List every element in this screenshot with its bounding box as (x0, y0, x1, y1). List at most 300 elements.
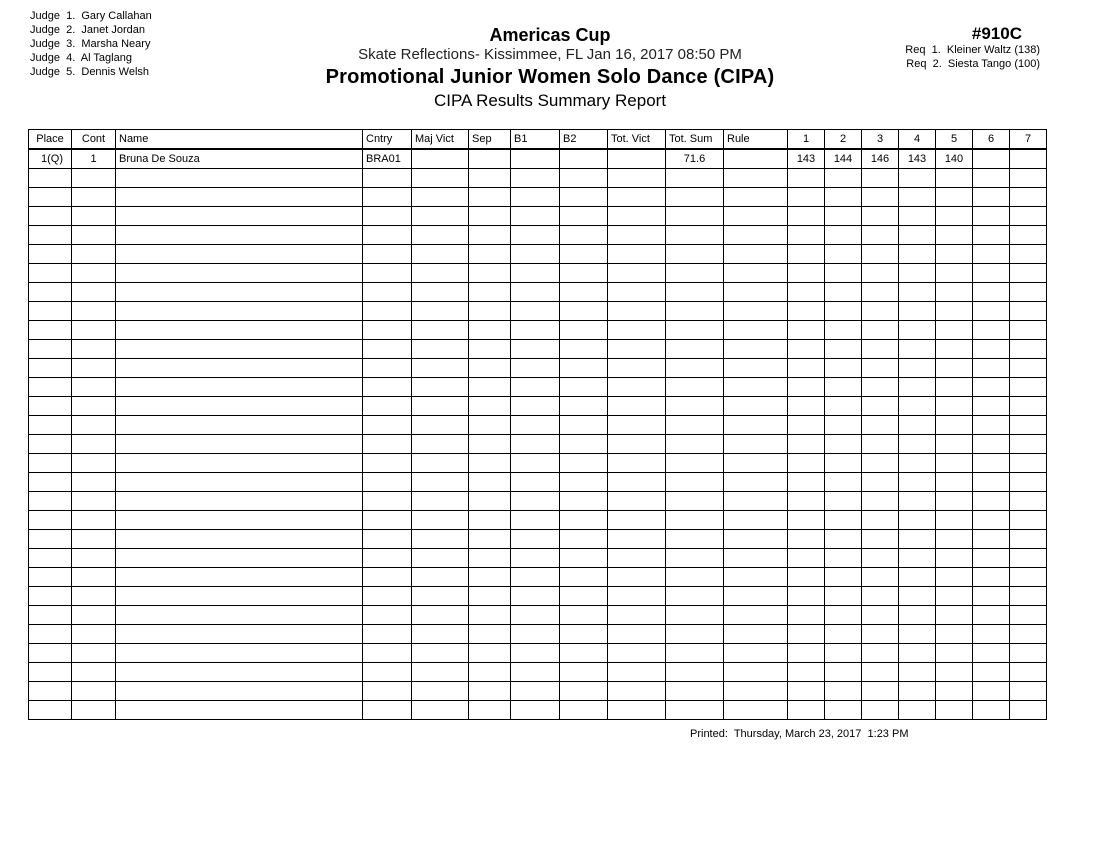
table-cell (29, 397, 72, 416)
table-cell (724, 264, 788, 283)
table-cell (936, 283, 973, 302)
table-cell (363, 378, 412, 397)
table-cell (560, 359, 608, 378)
table-row (29, 359, 1047, 378)
table-cell: 71.6 (666, 149, 724, 169)
table-cell (666, 416, 724, 435)
table-cell (724, 454, 788, 473)
table-cell (469, 549, 511, 568)
table-cell (825, 207, 862, 226)
table-cell (1010, 188, 1047, 207)
column-header: Place (29, 130, 72, 150)
table-cell (1010, 169, 1047, 188)
table-cell (511, 264, 560, 283)
table-cell (666, 587, 724, 606)
table-cell (72, 245, 116, 264)
table-cell (666, 663, 724, 682)
table-cell (724, 340, 788, 359)
table-cell (608, 492, 666, 511)
table-cell (1010, 378, 1047, 397)
table-cell (1010, 682, 1047, 701)
table-cell (608, 454, 666, 473)
table-cell (72, 549, 116, 568)
table-cell (973, 321, 1010, 340)
table-cell (825, 549, 862, 568)
table-cell (608, 378, 666, 397)
table-cell (560, 454, 608, 473)
table-cell (1010, 511, 1047, 530)
table-cell (724, 511, 788, 530)
table-cell (788, 511, 825, 530)
table-cell (560, 682, 608, 701)
table-row (29, 149, 1047, 169)
table-cell (412, 682, 469, 701)
table-cell (116, 245, 363, 264)
table-cell (72, 378, 116, 397)
table-row (29, 416, 1047, 435)
table-cell (788, 454, 825, 473)
table-cell (29, 454, 72, 473)
table-cell (899, 492, 936, 511)
table-cell (363, 530, 412, 549)
table-cell (973, 245, 1010, 264)
table-cell (936, 302, 973, 321)
table-cell (72, 359, 116, 378)
table-cell (116, 207, 363, 226)
table-cell (899, 245, 936, 264)
table-cell (666, 397, 724, 416)
table-cell (363, 682, 412, 701)
report-title: CIPA Results Summary Report (433, 91, 667, 110)
table-cell (862, 416, 899, 435)
table-cell (469, 169, 511, 188)
table-cell (116, 416, 363, 435)
table-cell (973, 340, 1010, 359)
table-cell (936, 606, 973, 625)
table-cell (788, 492, 825, 511)
table-row (29, 606, 1047, 625)
table-cell (412, 701, 469, 720)
table-cell (1010, 492, 1047, 511)
table-cell (363, 644, 412, 663)
table-cell (469, 568, 511, 587)
table-cell (724, 188, 788, 207)
table-cell (862, 492, 899, 511)
table-cell (72, 169, 116, 188)
table-cell (666, 359, 724, 378)
table-cell (72, 416, 116, 435)
table-cell (825, 340, 862, 359)
table-cell (899, 435, 936, 454)
table-cell (666, 283, 724, 302)
column-header: Cntry (363, 130, 412, 150)
table-cell (973, 492, 1010, 511)
table-cell (899, 454, 936, 473)
table-cell (363, 663, 412, 682)
table-cell (899, 283, 936, 302)
table-cell (363, 701, 412, 720)
table-cell (469, 625, 511, 644)
table-cell (788, 397, 825, 416)
table-cell (973, 587, 1010, 606)
table-cell (412, 511, 469, 530)
table-cell (788, 568, 825, 587)
table-cell (973, 625, 1010, 644)
table-cell (973, 435, 1010, 454)
table-cell (72, 530, 116, 549)
table-cell (936, 587, 973, 606)
table-cell (666, 644, 724, 663)
table-cell (116, 226, 363, 245)
table-cell (899, 549, 936, 568)
table-cell (973, 416, 1010, 435)
table-cell (412, 644, 469, 663)
table-cell (862, 663, 899, 682)
table-cell (608, 321, 666, 340)
table-cell (1010, 549, 1047, 568)
table-cell (862, 530, 899, 549)
table-cell (469, 530, 511, 549)
competition-title: Americas Cup (489, 25, 611, 45)
table-cell (363, 625, 412, 644)
table-cell (511, 492, 560, 511)
table-cell (788, 207, 825, 226)
table-cell (608, 663, 666, 682)
column-header: Cont (72, 130, 116, 150)
table-cell (973, 511, 1010, 530)
table-cell (29, 625, 72, 644)
table-cell (608, 207, 666, 226)
table-cell (116, 625, 363, 644)
table-cell (788, 416, 825, 435)
table-cell (72, 663, 116, 682)
table-cell (862, 321, 899, 340)
table-cell (862, 606, 899, 625)
table-cell (936, 207, 973, 226)
table-cell (29, 302, 72, 321)
table-cell (116, 549, 363, 568)
table-cell (899, 321, 936, 340)
table-cell (511, 188, 560, 207)
table-cell (936, 378, 973, 397)
table-cell (724, 302, 788, 321)
table-cell (788, 169, 825, 188)
table-cell (116, 644, 363, 663)
table-cell (116, 473, 363, 492)
table-cell (862, 549, 899, 568)
table-cell (560, 283, 608, 302)
table-cell (469, 473, 511, 492)
table-cell (560, 663, 608, 682)
table-cell (469, 587, 511, 606)
table-cell (608, 568, 666, 587)
table-row (29, 321, 1047, 340)
table-cell (560, 606, 608, 625)
table-cell (666, 492, 724, 511)
table-cell (788, 302, 825, 321)
table-cell (511, 359, 560, 378)
table-cell (973, 530, 1010, 549)
table-cell (511, 530, 560, 549)
table-cell (29, 340, 72, 359)
table-cell (936, 492, 973, 511)
table-cell (936, 435, 973, 454)
table-cell (936, 264, 973, 283)
table-cell (116, 682, 363, 701)
table-cell (899, 701, 936, 720)
table-cell (29, 321, 72, 340)
table-cell (825, 169, 862, 188)
table-cell (72, 511, 116, 530)
table-cell (666, 454, 724, 473)
column-header: Maj Vict (412, 130, 469, 150)
table-cell (862, 226, 899, 245)
table-cell (825, 359, 862, 378)
table-cell (29, 207, 72, 226)
table-cell (1010, 149, 1047, 169)
judge-line: Judge 3. Marsha Neary (30, 38, 151, 50)
table-cell (973, 169, 1010, 188)
table-cell (511, 625, 560, 644)
table-cell (469, 454, 511, 473)
table-cell (973, 454, 1010, 473)
table-cell (412, 492, 469, 511)
table-cell (72, 492, 116, 511)
table-cell (116, 587, 363, 606)
table-cell (116, 188, 363, 207)
table-cell (862, 264, 899, 283)
table-cell (412, 663, 469, 682)
table-cell (608, 283, 666, 302)
table-cell (724, 321, 788, 340)
table-cell (973, 149, 1010, 169)
table-cell (973, 378, 1010, 397)
table-cell (469, 226, 511, 245)
column-header: 3 (862, 130, 899, 150)
table-cell (899, 340, 936, 359)
table-cell (825, 283, 862, 302)
table-cell (825, 473, 862, 492)
table-cell: 144 (825, 149, 862, 169)
judge-line: Judge 5. Dennis Welsh (30, 66, 150, 78)
table-cell (862, 568, 899, 587)
table-cell (469, 207, 511, 226)
table-cell (469, 416, 511, 435)
table-cell (363, 169, 412, 188)
table-cell (973, 606, 1010, 625)
table-cell (973, 302, 1010, 321)
table-cell (973, 549, 1010, 568)
column-header: B1 (511, 130, 560, 150)
table-cell (899, 568, 936, 587)
table-cell (412, 378, 469, 397)
table-cell (724, 149, 788, 169)
table-cell (862, 625, 899, 644)
table-cell (560, 568, 608, 587)
table-cell (29, 416, 72, 435)
table-cell (1010, 568, 1047, 587)
table-cell (363, 492, 412, 511)
table-cell: BRA01 (363, 149, 412, 169)
table-cell (788, 340, 825, 359)
table-cell (973, 207, 1010, 226)
judge-line: Judge 1. Gary Callahan (30, 10, 152, 22)
table-cell (1010, 245, 1047, 264)
table-cell (825, 530, 862, 549)
table-cell (666, 473, 724, 492)
table-cell (724, 530, 788, 549)
table-cell (608, 226, 666, 245)
table-cell (608, 606, 666, 625)
table-cell (608, 264, 666, 283)
table-row (29, 435, 1047, 454)
table-cell (936, 625, 973, 644)
table-cell (412, 568, 469, 587)
table-cell (363, 302, 412, 321)
table-cell (788, 188, 825, 207)
table-cell (825, 644, 862, 663)
table-cell (724, 549, 788, 568)
table-cell (560, 701, 608, 720)
table-cell (511, 549, 560, 568)
table-cell (72, 435, 116, 454)
table-cell (788, 644, 825, 663)
table-row (29, 226, 1047, 245)
table-cell (363, 587, 412, 606)
table-cell (29, 492, 72, 511)
table-cell (608, 188, 666, 207)
table-cell (899, 397, 936, 416)
table-cell (724, 435, 788, 454)
table-cell (862, 359, 899, 378)
table-cell (72, 264, 116, 283)
table-cell (899, 663, 936, 682)
table-cell: 146 (862, 149, 899, 169)
table-cell (560, 644, 608, 663)
table-cell (511, 302, 560, 321)
table-cell (116, 492, 363, 511)
table-cell (116, 397, 363, 416)
table-cell (511, 473, 560, 492)
table-cell (1010, 397, 1047, 416)
table-row (29, 701, 1047, 720)
table-cell (560, 378, 608, 397)
table-cell (1010, 226, 1047, 245)
table-cell (899, 644, 936, 663)
table-cell (899, 359, 936, 378)
table-cell (469, 149, 511, 169)
table-cell (862, 682, 899, 701)
table-cell (116, 283, 363, 302)
table-cell (363, 416, 412, 435)
table-cell (666, 568, 724, 587)
table-cell (511, 149, 560, 169)
table-cell (412, 283, 469, 302)
table-cell (936, 568, 973, 587)
table-cell (511, 701, 560, 720)
table-cell (511, 169, 560, 188)
table-cell (412, 625, 469, 644)
table-cell (862, 283, 899, 302)
table-cell (29, 549, 72, 568)
table-cell (666, 340, 724, 359)
table-cell (560, 207, 608, 226)
table-cell (608, 587, 666, 606)
table-cell: Bruna De Souza (116, 149, 363, 169)
table-cell (560, 587, 608, 606)
table-cell (1010, 435, 1047, 454)
table-cell (1010, 340, 1047, 359)
table-cell (116, 302, 363, 321)
table-cell (116, 454, 363, 473)
table-cell (412, 530, 469, 549)
table-cell (862, 188, 899, 207)
table-cell (666, 682, 724, 701)
table-cell (1010, 644, 1047, 663)
table-cell (899, 511, 936, 530)
table-cell (560, 397, 608, 416)
table-cell (560, 245, 608, 264)
table-cell (973, 644, 1010, 663)
table-cell (666, 378, 724, 397)
table-cell (825, 378, 862, 397)
table-cell (29, 587, 72, 606)
table-cell (936, 530, 973, 549)
table-cell (825, 511, 862, 530)
table-cell (29, 264, 72, 283)
table-cell (1010, 264, 1047, 283)
table-cell (788, 378, 825, 397)
table-cell (116, 701, 363, 720)
table-cell (936, 188, 973, 207)
table-cell (363, 359, 412, 378)
table-cell (788, 530, 825, 549)
requirement-line: Req 2. Siesta Tango (100) (906, 58, 1040, 70)
table-cell (788, 663, 825, 682)
table-cell (825, 397, 862, 416)
table-cell (412, 435, 469, 454)
event-title: Promotional Junior Women Solo Dance (CIPA) (325, 66, 775, 88)
table-cell (608, 245, 666, 264)
table-row (29, 568, 1047, 587)
table-cell (936, 226, 973, 245)
table-cell (936, 549, 973, 568)
table-cell (116, 435, 363, 454)
table-cell (511, 644, 560, 663)
table-cell (363, 340, 412, 359)
table-cell (936, 701, 973, 720)
table-cell (724, 378, 788, 397)
column-header: Rule (724, 130, 788, 150)
table-cell (469, 264, 511, 283)
table-cell (973, 663, 1010, 682)
table-cell (936, 473, 973, 492)
column-header: Tot. Sum (666, 130, 724, 150)
table-cell (560, 625, 608, 644)
table-cell (788, 701, 825, 720)
table-cell (608, 302, 666, 321)
table-cell (899, 378, 936, 397)
table-cell (363, 188, 412, 207)
table-cell (724, 606, 788, 625)
table-cell (511, 340, 560, 359)
column-header: 4 (899, 130, 936, 150)
table-cell (560, 435, 608, 454)
table-cell (973, 264, 1010, 283)
table-cell (862, 302, 899, 321)
table-cell (666, 264, 724, 283)
table-cell (666, 188, 724, 207)
